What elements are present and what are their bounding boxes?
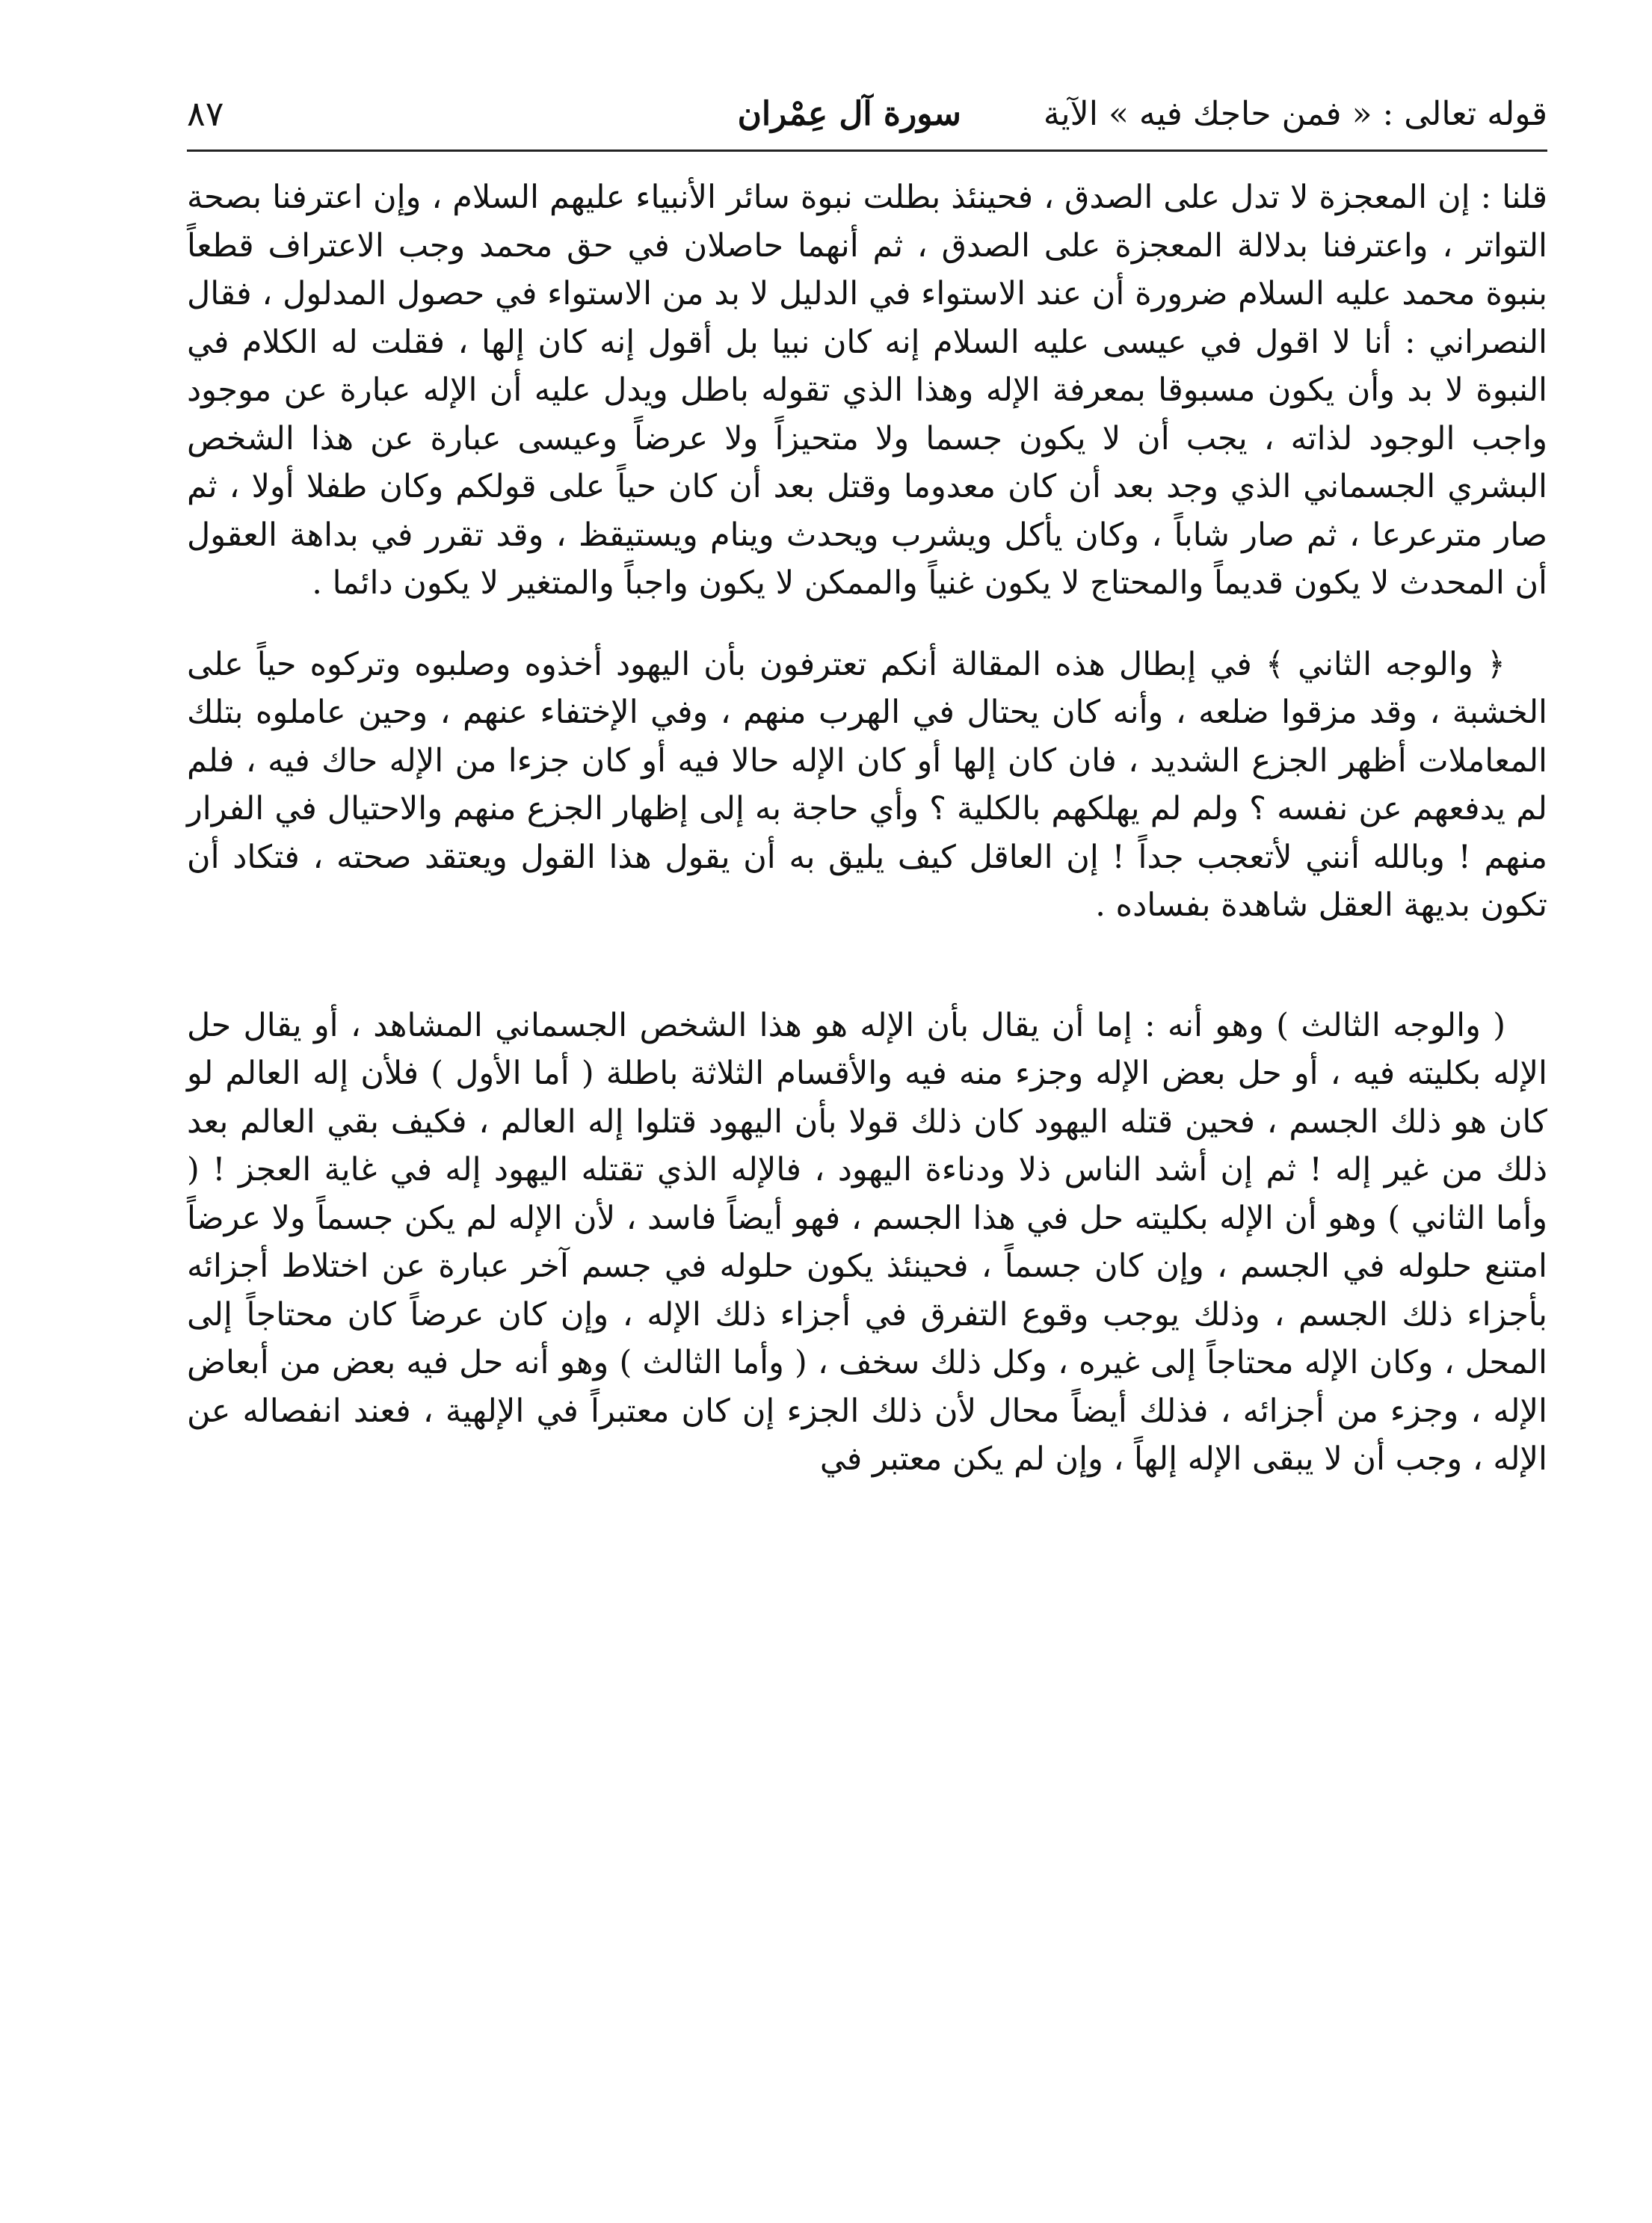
paragraph-2: ﴿ والوجه الثاني ﴾ في إبطال هذه المقالة أنكم تعترفون بأن اليهود أخذوه وصلبوه وتركوه حياً على الخشبة ، وقد مزقوا ضلعه ، وأنه كان يحتال في الهرب منهم ، وفي الإختفاء عنهم ، وحين عاملوه بتلك المعاملات أظهر الجزع الشديد ، فان كان إلها أو كان الإله حالا فيه أو كان جزءا من الإله حاك فيه ، فلم لم يدفعهم عن نفسه ؟ ولم لم يهلكهم بالكلية ؟ وأي حاجة به إلى إظهار الجزع منهم والاحتيال في الفرار منهم ! وبالله أنني لأتعجب جداً ! إن العاقل كيف يليق به أن يقول هذا القول ويعتقد صحته ، فتكاد أن تكون بديهة العقل شاهدة بفساده . bbox=[187, 645, 1547, 924]
page-number: ٨٧ bbox=[187, 93, 224, 134]
header-divider bbox=[187, 149, 1547, 152]
paragraph-3: ( والوجه الثالث ) وهو أنه : إما أن يقال بأن الإله هو هذا الشخص الجسماني المشاهد ، أو يقال حل الإله بكليته فيه ، أو حل بعض الإله وجزء منه فيه والأقسام الثلاثة باطلة ( أما الأول ) فلأن إله العالم لو كان هو ذلك الجسم ، فحين قتله اليهود كان ذلك قولا بأن اليهود قتلوا إله العالم ، فكيف بقي العالم بعد ذلك من غير إله ! ثم إن أشد الناس ذلا ودناءة اليهود ، فالإله الذي تقتله اليهود إله في غاية العجز ! ( وأما الثاني ) وهو أن الإله بكليته حل في هذا الجسم ، فهو أيضاً فاسد ، لأن الإله لم يكن جسماً ولا عرضاً امتنع حلوله في الجسم ، وإن كان جسماً ، فحينئذ يكون حلوله في جسم آخر عبارة عن اختلاط أجزائه بأجزاء ذلك الجسم ، وذلك يوجب وقوع التفرق في أجزاء ذلك الإله ، وإن كان عرضاً كان محتاجاً إلى المحل ، وكان الإله محتاجاً إلى غيره ، وكل ذلك سخف ، ( وأما الثالث ) وهو أنه حل فيه بعض من أبعاض الإله ، وجزء من أجزائه ، فذلك أيضاً محال لأن ذلك الجزء إن كان معتبراً في الإلهية ، فعند انفصاله عن الإله ، وجب أن لا يبقى الإله إلهاً ، وإن لم يكن معتبر في bbox=[187, 1006, 1547, 1478]
header-title: قوله تعالى : « فمن حاجك فيه » الآية bbox=[1043, 95, 1547, 134]
header-surah-name: سورة آل عِمْران bbox=[737, 95, 961, 134]
page-body bbox=[187, 173, 1547, 1484]
paragraph-1: قلنا : إن المعجزة لا تدل على الصدق ، فحينئذ بطلت نبوة سائر الأنبياء عليهم السلام ، وإن اعترفنا بصحة التواتر ، واعترفنا بدلالة المعجزة على الصدق ، ثم أنهما حاصلان في حق محمد وجب الاعتراف قطعاً بنبوة محمد عليه السلام ضرورة أن عند الاستواء في الدليل لا بد من الاستواء في حصول المدلول ، فقال النصراني : أنا لا اقول في عيسى عليه السلام إنه كان نبيا بل أقول إنه كان إلها ، فقلت له الكلام في النبوة لا بد وأن يكون مسبوقا بمعرفة الإله وهذا الذي تقوله باطل ويدل عليه أن الإله عبارة عن موجود واجب الوجود لذاته ، يجب أن لا يكون جسما ولا متحيزاً ولا عرضاً وعيسى عبارة عن هذا الشخص البشري الجسماني الذي وجد بعد أن كان معدوما وقتل بعد أن كان حياً على قولكم وكان طفلا أولا ، ثم صار مترعرعا ، ثم صار شاباً ، وكان يأكل ويشرب ويحدث وينام ويستيقظ ، وقد تقرر في بداهة العقول أن المحدث لا يكون قديماً والمحتاج لا يكون غنياً والممكن لا يكون واجباً والمتغير لا يكون دائما . bbox=[187, 179, 1547, 602]
running-header bbox=[187, 75, 1547, 135]
